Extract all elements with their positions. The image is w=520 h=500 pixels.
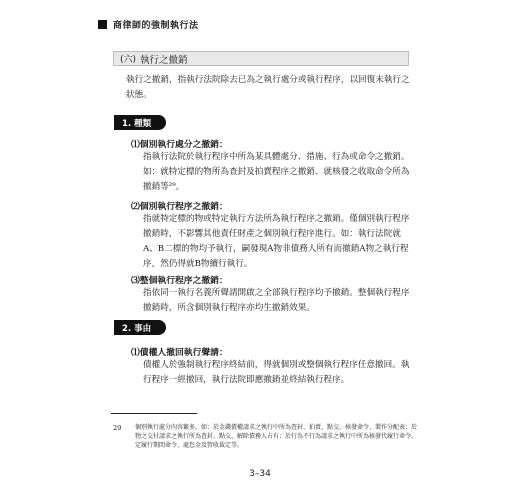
subheading-individual-procedure: ⑵個別執行程序之撤銷： bbox=[131, 202, 228, 212]
section-heading-box bbox=[113, 51, 409, 66]
subheading-whole-procedure: ⑶整個執行程序之撤銷： bbox=[131, 276, 228, 286]
intro-paragraph: 執行之撤銷，指執行法院除去已為之執行處分或執行程序，以回復未執行之狀態。 bbox=[126, 75, 410, 100]
section-number: (六) bbox=[120, 55, 137, 65]
subheading-individual-disposition: ⑴個別執行處分之撤銷： bbox=[131, 140, 228, 150]
book-title: 商律師的強制執行法 bbox=[113, 21, 199, 31]
section-title: 執行之撤銷 bbox=[140, 54, 188, 66]
page-number: 3–34 bbox=[249, 469, 271, 479]
footnote-text: 個別執行處分內容繁多，如：於金錢債權請求之執行中所為查封、拍賣、點交、核發命令、製作分配表；於物之交付請求之執行所為查封、點交、解除債務人占有；於行為不行為請求之執行中所為核發代履行命令、定履行期間命令、處怠金及管收裁定等。 bbox=[135, 424, 418, 449]
part-label-types: 1. 種類 bbox=[114, 115, 166, 130]
paragraph-individual-procedure: 指就特定標的物或特定執行方法所為執行程序之撤銷。僅個別執行程序撤銷時，不影響其他責任財產之個別執行程序進行。如：執行法院就A、B二標的物均予執行，嗣發現A物非債務人所有而撤銷A物之執行程序，然仍得就B物續行執行。 bbox=[143, 214, 410, 269]
part-label-grounds: 2. 事由 bbox=[114, 320, 166, 335]
subheading-creditor-withdrawal: ⑴債權人撤回執行聲請： bbox=[131, 348, 228, 358]
footnote-number: 29 bbox=[113, 424, 122, 432]
paragraph-creditor-withdrawal: 債權人於強制執行程序終結前，得就個別或整個執行程序任意撤回。執行程序一經撤回，執行法院即應撤銷並終結執行程序。 bbox=[143, 360, 410, 385]
running-header bbox=[98, 18, 199, 31]
header-square-icon bbox=[98, 20, 107, 29]
paragraph-individual-disposition: 指執行法院於執行程序中所為某具體處分、措施、行為或命令之撤銷。如：就特定標的物所為查封及拍賣程序之撤銷、就核發之收取命令所為撤銷等²⁹。 bbox=[143, 152, 410, 192]
paragraph-whole-procedure: 指依同一執行名義所聲請開啟之全部執行程序均予撤銷。整個執行程序撤銷時，所含個別執行程序亦均生撤銷效果。 bbox=[143, 288, 410, 313]
footnote-divider bbox=[111, 413, 197, 414]
